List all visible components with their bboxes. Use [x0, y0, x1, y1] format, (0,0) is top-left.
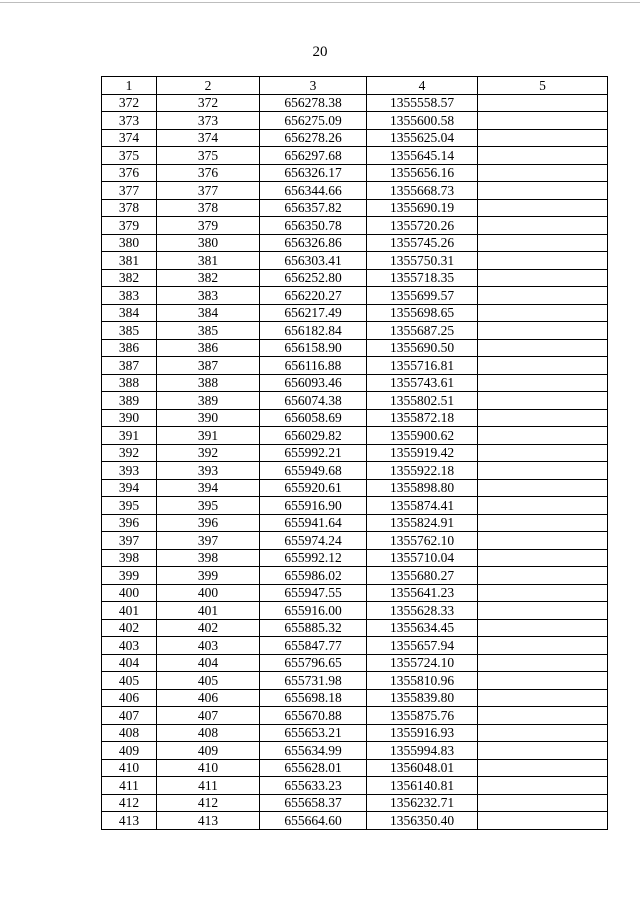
point-number-cell: 376: [102, 164, 157, 182]
note-cell: [478, 549, 608, 567]
note-cell: [478, 112, 608, 130]
x-coordinate-cell: 655916.00: [260, 602, 367, 620]
x-coordinate-cell: 655634.99: [260, 742, 367, 760]
point-id-cell: 392: [157, 444, 260, 462]
y-coordinate-cell: 1355724.10: [367, 654, 478, 672]
point-number-cell: 407: [102, 707, 157, 725]
point-number-cell: 391: [102, 427, 157, 445]
y-coordinate-cell: 1355898.80: [367, 479, 478, 497]
x-coordinate-cell: 655653.21: [260, 724, 367, 742]
note-cell: [478, 742, 608, 760]
point-id-cell: 413: [157, 812, 260, 830]
point-number-cell: 378: [102, 199, 157, 217]
y-coordinate-cell: 1355625.04: [367, 129, 478, 147]
x-coordinate-cell: 656344.66: [260, 182, 367, 200]
note-cell: [478, 637, 608, 655]
x-coordinate-cell: 656326.17: [260, 164, 367, 182]
note-cell: [478, 357, 608, 375]
table-row: [102, 567, 608, 585]
note-cell: [478, 287, 608, 305]
point-id-cell: 410: [157, 759, 260, 777]
note-cell: [478, 94, 608, 112]
point-number-cell: 412: [102, 794, 157, 812]
y-coordinate-cell: 1355657.94: [367, 637, 478, 655]
point-number-cell: 390: [102, 409, 157, 427]
y-coordinate-cell: 1355922.18: [367, 462, 478, 480]
table-row: [102, 444, 608, 462]
table-row: [102, 672, 608, 690]
x-coordinate-cell: 656158.90: [260, 339, 367, 357]
x-coordinate-cell: 656303.41: [260, 252, 367, 270]
y-coordinate-cell: 1355824.91: [367, 514, 478, 532]
y-coordinate-cell: 1355872.18: [367, 409, 478, 427]
note-cell: [478, 479, 608, 497]
point-number-cell: 402: [102, 619, 157, 637]
x-coordinate-cell: 655847.77: [260, 637, 367, 655]
y-coordinate-cell: 1356140.81: [367, 777, 478, 795]
note-cell: [478, 392, 608, 410]
point-number-cell: 410: [102, 759, 157, 777]
note-cell: [478, 147, 608, 165]
point-id-cell: 377: [157, 182, 260, 200]
point-number-cell: 392: [102, 444, 157, 462]
point-number-cell: 380: [102, 234, 157, 252]
y-coordinate-cell: 1355810.96: [367, 672, 478, 690]
table-row: [102, 409, 608, 427]
y-coordinate-cell: 1355720.26: [367, 217, 478, 235]
table-row: [102, 707, 608, 725]
point-id-cell: 381: [157, 252, 260, 270]
y-coordinate-cell: 1355916.93: [367, 724, 478, 742]
y-coordinate-cell: 1355628.33: [367, 602, 478, 620]
point-number-cell: 397: [102, 532, 157, 550]
x-coordinate-cell: 655992.12: [260, 549, 367, 567]
x-coordinate-cell: 655698.18: [260, 689, 367, 707]
point-id-cell: 387: [157, 357, 260, 375]
point-id-cell: 412: [157, 794, 260, 812]
point-number-cell: 387: [102, 357, 157, 375]
point-number-cell: 411: [102, 777, 157, 795]
point-id-cell: 390: [157, 409, 260, 427]
table-row: [102, 287, 608, 305]
point-id-cell: 393: [157, 462, 260, 480]
column-header-5: 5: [478, 77, 608, 95]
y-coordinate-cell: 1355690.50: [367, 339, 478, 357]
point-id-cell: 411: [157, 777, 260, 795]
point-id-cell: 380: [157, 234, 260, 252]
note-cell: [478, 707, 608, 725]
column-header-2: 2: [157, 77, 260, 95]
point-id-cell: 404: [157, 654, 260, 672]
table-row: [102, 497, 608, 515]
x-coordinate-cell: 656252.80: [260, 269, 367, 287]
x-coordinate-cell: 655920.61: [260, 479, 367, 497]
point-id-cell: 378: [157, 199, 260, 217]
point-id-cell: 394: [157, 479, 260, 497]
table-row: [102, 374, 608, 392]
x-coordinate-cell: 656278.38: [260, 94, 367, 112]
point-number-cell: 382: [102, 269, 157, 287]
point-id-cell: 401: [157, 602, 260, 620]
note-cell: [478, 234, 608, 252]
table-row: [102, 112, 608, 130]
x-coordinate-cell: 655670.88: [260, 707, 367, 725]
point-number-cell: 404: [102, 654, 157, 672]
note-cell: [478, 339, 608, 357]
note-cell: [478, 567, 608, 585]
note-cell: [478, 759, 608, 777]
table-row: [102, 147, 608, 165]
note-cell: [478, 217, 608, 235]
y-coordinate-cell: 1355710.04: [367, 549, 478, 567]
note-cell: [478, 252, 608, 270]
y-coordinate-cell: 1356048.01: [367, 759, 478, 777]
point-number-cell: 405: [102, 672, 157, 690]
note-cell: [478, 654, 608, 672]
y-coordinate-cell: 1355875.76: [367, 707, 478, 725]
table-row: [102, 357, 608, 375]
x-coordinate-cell: 655796.65: [260, 654, 367, 672]
x-coordinate-cell: 655658.37: [260, 794, 367, 812]
point-id-cell: 375: [157, 147, 260, 165]
point-id-cell: 407: [157, 707, 260, 725]
y-coordinate-cell: 1355668.73: [367, 182, 478, 200]
x-coordinate-cell: 655916.90: [260, 497, 367, 515]
note-cell: [478, 427, 608, 445]
note-cell: [478, 532, 608, 550]
point-id-cell: 388: [157, 374, 260, 392]
y-coordinate-cell: 1355994.83: [367, 742, 478, 760]
point-id-cell: 385: [157, 322, 260, 340]
x-coordinate-cell: 656297.68: [260, 147, 367, 165]
x-coordinate-cell: 655986.02: [260, 567, 367, 585]
y-coordinate-cell: 1355687.25: [367, 322, 478, 340]
point-number-cell: 386: [102, 339, 157, 357]
point-number-cell: 406: [102, 689, 157, 707]
x-coordinate-cell: 655949.68: [260, 462, 367, 480]
y-coordinate-cell: 1355718.35: [367, 269, 478, 287]
x-coordinate-cell: 656116.88: [260, 357, 367, 375]
point-number-cell: 395: [102, 497, 157, 515]
point-id-cell: 396: [157, 514, 260, 532]
note-cell: [478, 689, 608, 707]
column-header-1: 1: [102, 77, 157, 95]
table-body: [102, 94, 608, 829]
point-id-cell: 405: [157, 672, 260, 690]
point-number-cell: 383: [102, 287, 157, 305]
y-coordinate-cell: 1355690.19: [367, 199, 478, 217]
point-number-cell: 389: [102, 392, 157, 410]
table-row: [102, 427, 608, 445]
note-cell: [478, 269, 608, 287]
x-coordinate-cell: 656350.78: [260, 217, 367, 235]
note-cell: [478, 462, 608, 480]
point-number-cell: 374: [102, 129, 157, 147]
column-header-4: 4: [367, 77, 478, 95]
table-row: [102, 392, 608, 410]
table-row: [102, 724, 608, 742]
point-id-cell: 379: [157, 217, 260, 235]
x-coordinate-cell: 655947.55: [260, 584, 367, 602]
table-row: [102, 182, 608, 200]
y-coordinate-cell: 1355699.57: [367, 287, 478, 305]
table-row: [102, 322, 608, 340]
point-id-cell: 406: [157, 689, 260, 707]
point-id-cell: 382: [157, 269, 260, 287]
table-row: [102, 514, 608, 532]
table-row: [102, 637, 608, 655]
table-row: [102, 532, 608, 550]
point-number-cell: 401: [102, 602, 157, 620]
note-cell: [478, 777, 608, 795]
y-coordinate-cell: 1355698.65: [367, 304, 478, 322]
point-id-cell: 409: [157, 742, 260, 760]
table-row: [102, 777, 608, 795]
x-coordinate-cell: 656029.82: [260, 427, 367, 445]
note-cell: [478, 602, 608, 620]
table-row: [102, 619, 608, 637]
y-coordinate-cell: 1355874.41: [367, 497, 478, 515]
table-row: [102, 812, 608, 830]
point-id-cell: 391: [157, 427, 260, 445]
table-row: [102, 304, 608, 322]
y-coordinate-cell: 1355919.42: [367, 444, 478, 462]
table-row: [102, 742, 608, 760]
point-id-cell: 408: [157, 724, 260, 742]
point-number-cell: 400: [102, 584, 157, 602]
y-coordinate-cell: 1355750.31: [367, 252, 478, 270]
note-cell: [478, 584, 608, 602]
point-id-cell: 399: [157, 567, 260, 585]
point-number-cell: 377: [102, 182, 157, 200]
y-coordinate-cell: 1355743.61: [367, 374, 478, 392]
page-number: 20: [312, 44, 328, 60]
point-id-cell: 376: [157, 164, 260, 182]
note-cell: [478, 374, 608, 392]
y-coordinate-cell: 1356350.40: [367, 812, 478, 830]
point-id-cell: 395: [157, 497, 260, 515]
y-coordinate-cell: 1355716.81: [367, 357, 478, 375]
point-id-cell: 386: [157, 339, 260, 357]
point-id-cell: 398: [157, 549, 260, 567]
note-cell: [478, 199, 608, 217]
table-row: [102, 164, 608, 182]
x-coordinate-cell: 655664.60: [260, 812, 367, 830]
y-coordinate-cell: 1355645.14: [367, 147, 478, 165]
table-row: [102, 129, 608, 147]
x-coordinate-cell: 656326.86: [260, 234, 367, 252]
point-number-cell: 372: [102, 94, 157, 112]
point-number-cell: 408: [102, 724, 157, 742]
y-coordinate-cell: 1355656.16: [367, 164, 478, 182]
note-cell: [478, 164, 608, 182]
x-coordinate-cell: 655941.64: [260, 514, 367, 532]
point-id-cell: 384: [157, 304, 260, 322]
y-coordinate-cell: 1356232.71: [367, 794, 478, 812]
y-coordinate-cell: 1355900.62: [367, 427, 478, 445]
note-cell: [478, 409, 608, 427]
x-coordinate-cell: 655885.32: [260, 619, 367, 637]
table-row: [102, 759, 608, 777]
point-number-cell: 396: [102, 514, 157, 532]
note-cell: [478, 794, 608, 812]
header-row: [102, 77, 608, 95]
note-cell: [478, 497, 608, 515]
x-coordinate-cell: 656074.38: [260, 392, 367, 410]
point-number-cell: 379: [102, 217, 157, 235]
point-id-cell: 373: [157, 112, 260, 130]
x-coordinate-cell: 656093.46: [260, 374, 367, 392]
point-number-cell: 394: [102, 479, 157, 497]
x-coordinate-cell: 656058.69: [260, 409, 367, 427]
point-number-cell: 385: [102, 322, 157, 340]
point-id-cell: 372: [157, 94, 260, 112]
table-row: [102, 549, 608, 567]
coordinates-table: [101, 76, 608, 830]
note-cell: [478, 619, 608, 637]
x-coordinate-cell: 656275.09: [260, 112, 367, 130]
table-row: [102, 199, 608, 217]
x-coordinate-cell: 655628.01: [260, 759, 367, 777]
table-row: [102, 217, 608, 235]
point-id-cell: 383: [157, 287, 260, 305]
point-number-cell: 388: [102, 374, 157, 392]
y-coordinate-cell: 1355839.80: [367, 689, 478, 707]
x-coordinate-cell: 656278.26: [260, 129, 367, 147]
point-number-cell: 393: [102, 462, 157, 480]
scan-edge-line: [0, 2, 640, 3]
note-cell: [478, 129, 608, 147]
point-number-cell: 403: [102, 637, 157, 655]
table-row: [102, 94, 608, 112]
y-coordinate-cell: 1355634.45: [367, 619, 478, 637]
point-number-cell: 375: [102, 147, 157, 165]
table-row: [102, 654, 608, 672]
point-id-cell: 397: [157, 532, 260, 550]
column-header-3: 3: [260, 77, 367, 95]
table-row: [102, 234, 608, 252]
table-row: [102, 602, 608, 620]
point-number-cell: 381: [102, 252, 157, 270]
point-id-cell: 402: [157, 619, 260, 637]
point-number-cell: 409: [102, 742, 157, 760]
y-coordinate-cell: 1355680.27: [367, 567, 478, 585]
point-id-cell: 400: [157, 584, 260, 602]
point-number-cell: 384: [102, 304, 157, 322]
x-coordinate-cell: 656217.49: [260, 304, 367, 322]
note-cell: [478, 514, 608, 532]
note-cell: [478, 812, 608, 830]
x-coordinate-cell: 655731.98: [260, 672, 367, 690]
point-id-cell: 389: [157, 392, 260, 410]
table-row: [102, 462, 608, 480]
y-coordinate-cell: 1355762.10: [367, 532, 478, 550]
point-id-cell: 374: [157, 129, 260, 147]
note-cell: [478, 304, 608, 322]
point-id-cell: 403: [157, 637, 260, 655]
table-row: [102, 794, 608, 812]
x-coordinate-cell: 655974.24: [260, 532, 367, 550]
y-coordinate-cell: 1355641.23: [367, 584, 478, 602]
table-row: [102, 252, 608, 270]
point-number-cell: 413: [102, 812, 157, 830]
y-coordinate-cell: 1355558.57: [367, 94, 478, 112]
x-coordinate-cell: 655633.23: [260, 777, 367, 795]
table-row: [102, 479, 608, 497]
y-coordinate-cell: 1355600.58: [367, 112, 478, 130]
table-row: [102, 689, 608, 707]
table-row: [102, 269, 608, 287]
table-row: [102, 339, 608, 357]
y-coordinate-cell: 1355745.26: [367, 234, 478, 252]
note-cell: [478, 322, 608, 340]
table-header: [102, 77, 608, 95]
x-coordinate-cell: 656220.27: [260, 287, 367, 305]
x-coordinate-cell: 656357.82: [260, 199, 367, 217]
note-cell: [478, 182, 608, 200]
point-number-cell: 399: [102, 567, 157, 585]
note-cell: [478, 672, 608, 690]
y-coordinate-cell: 1355802.51: [367, 392, 478, 410]
note-cell: [478, 724, 608, 742]
x-coordinate-cell: 655992.21: [260, 444, 367, 462]
note-cell: [478, 444, 608, 462]
x-coordinate-cell: 656182.84: [260, 322, 367, 340]
point-number-cell: 398: [102, 549, 157, 567]
table-row: [102, 584, 608, 602]
point-number-cell: 373: [102, 112, 157, 130]
